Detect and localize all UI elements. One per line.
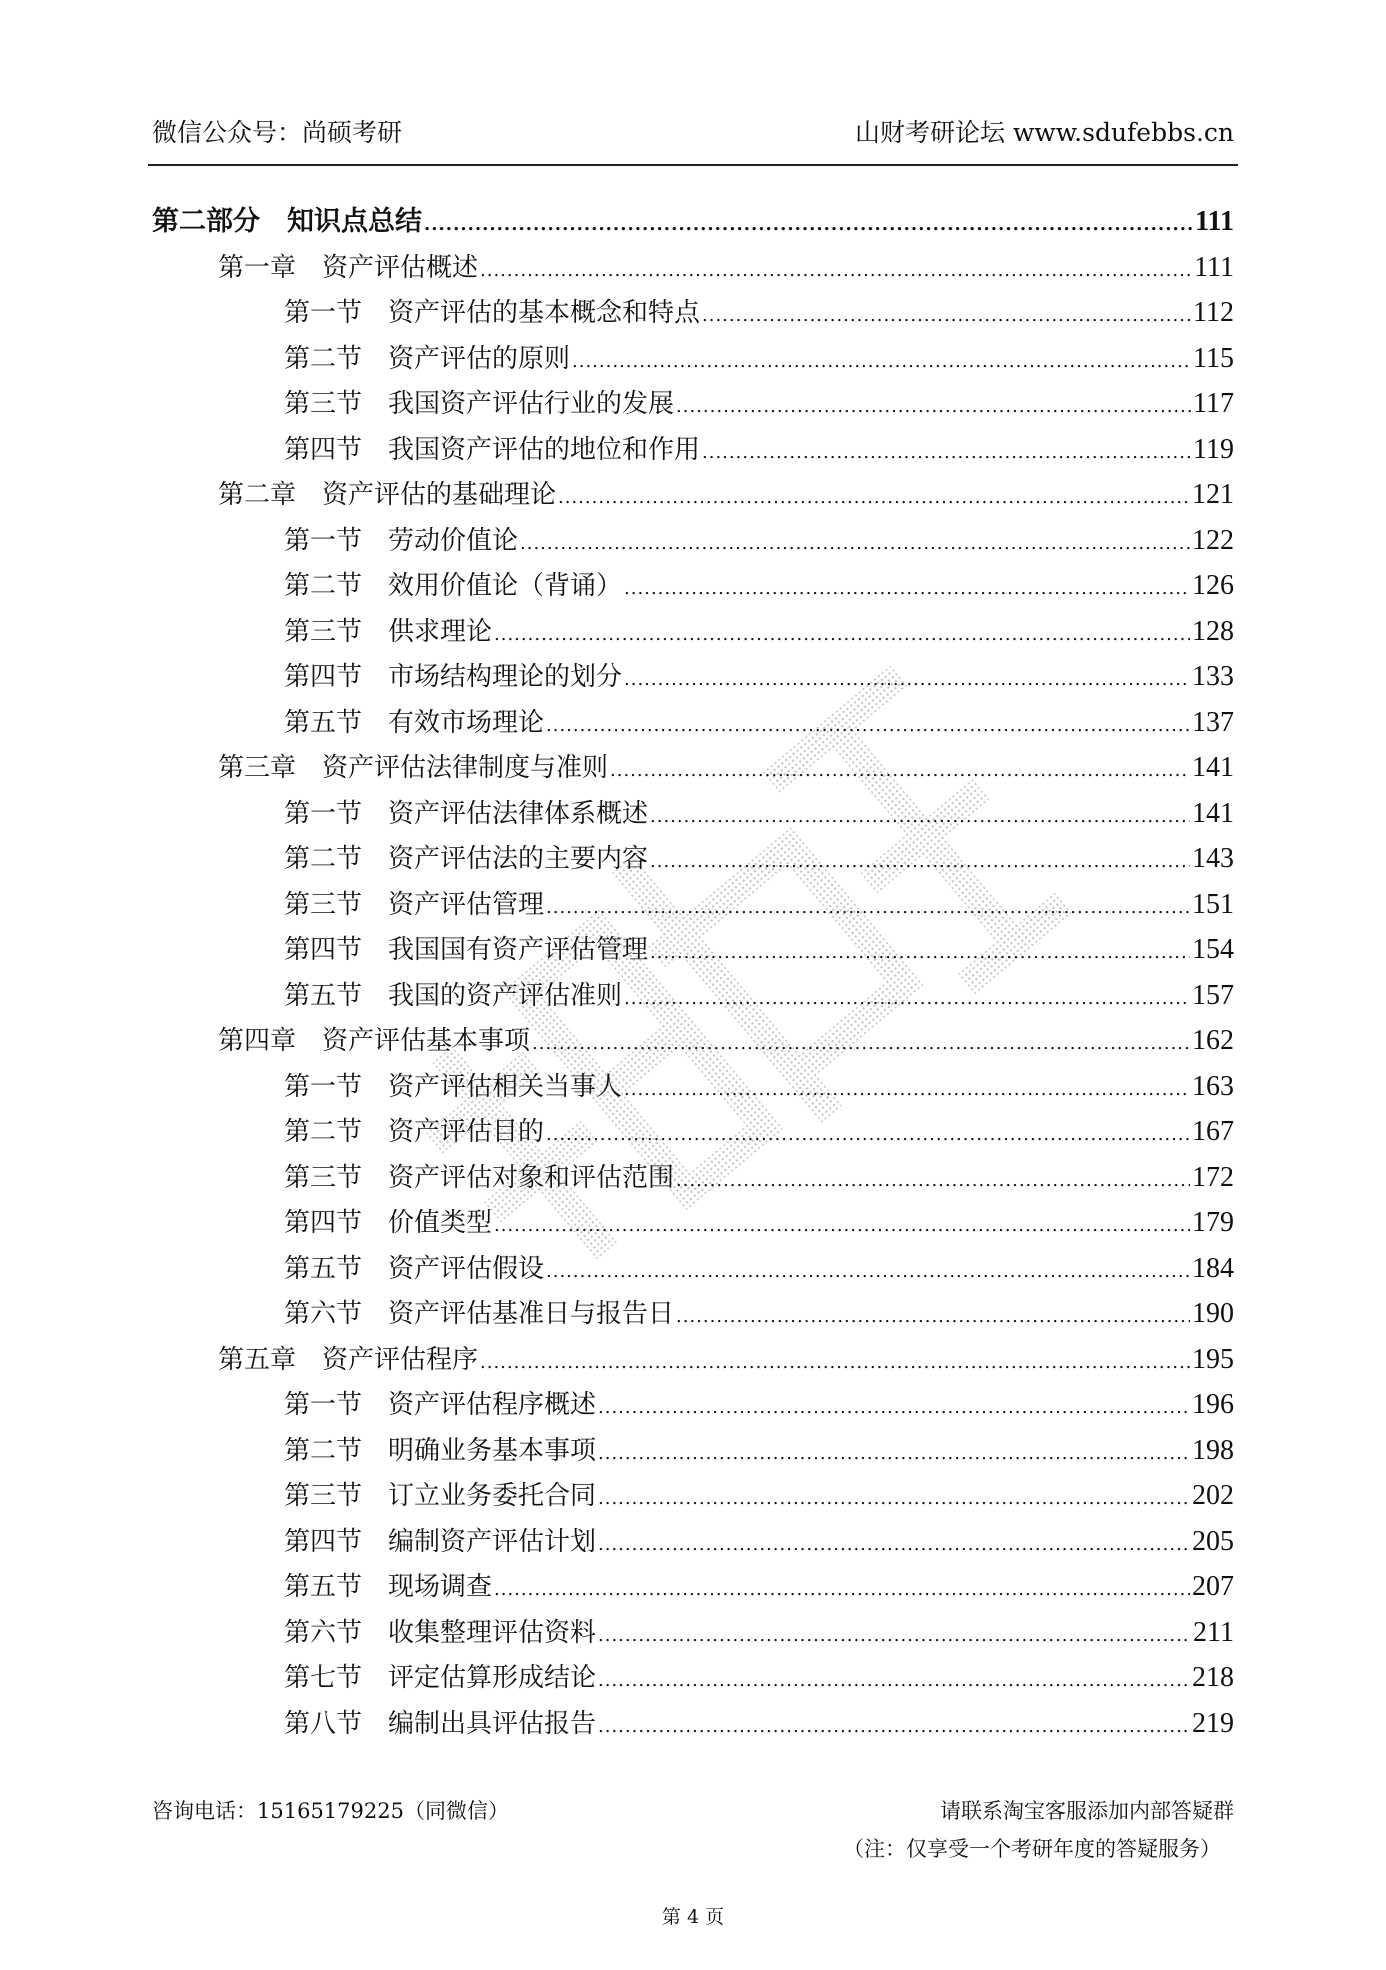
toc-entry-section[interactable] (152, 1387, 1234, 1433)
toc-entry-section[interactable] (152, 1160, 1234, 1206)
toc-entry-section[interactable] (152, 1433, 1234, 1479)
toc-entry-title: 第四章 资产评估基本事项 (218, 1026, 531, 1056)
toc-entry-title: 第四节 市场结构理论的划分 (284, 662, 623, 692)
toc-dot-leader (424, 207, 1193, 243)
toc-entry-part[interactable] (152, 204, 1234, 250)
toc-entry-page-number: 121 (1192, 479, 1234, 510)
toc-dot-leader (624, 571, 1190, 607)
toc-entry-title: 第二章 资产评估的基础理论 (218, 480, 557, 510)
toc-entry-title: 第三节 我国资产评估行业的发展 (284, 389, 675, 419)
toc-entry-page-number: 157 (1192, 979, 1234, 1011)
toc-entry-section[interactable] (152, 1660, 1234, 1706)
toc-dot-leader (676, 1163, 1190, 1199)
toc-entry-title: 第三章 资产评估法律制度与准则 (218, 753, 609, 783)
toc-entry-title: 第八节 编制出具评估报告 (284, 1708, 597, 1739)
toc-entry-section[interactable] (152, 1205, 1234, 1251)
toc-dot-leader (546, 890, 1190, 926)
toc-entry-title: 第三节 资产评估对象和评估范围 (284, 1162, 675, 1193)
toc-entry-chapter[interactable] (152, 1342, 1234, 1388)
toc-entry-page-number: 117 (1193, 388, 1234, 419)
toc-entry-section[interactable] (152, 705, 1234, 751)
toc-entry-section[interactable] (152, 659, 1234, 705)
toc-dot-leader (676, 389, 1191, 425)
toc-entry-title: 第二部分 知识点总结 (152, 206, 422, 237)
toc-entry-page-number: 196 (1192, 1389, 1234, 1420)
toc-entry-page-number: 205 (1192, 1525, 1234, 1557)
toc-entry-page-number: 112 (1193, 297, 1234, 328)
toc-dot-leader (702, 298, 1191, 334)
toc-dot-leader (494, 617, 1190, 653)
toc-entry-page-number: 141 (1192, 797, 1234, 829)
toc-entry-title: 第五章 资产评估程序 (218, 1344, 479, 1375)
toc-entry-page-number: 126 (1192, 570, 1234, 601)
toc-entry-section[interactable] (152, 295, 1234, 341)
toc-entry-chapter[interactable] (152, 477, 1234, 523)
toc-entry-title: 第一节 资产评估的基本概念和特点 (284, 298, 701, 328)
toc-dot-leader (494, 1572, 1190, 1608)
toc-entry-title: 第六节 资产评估基准日与报告日 (284, 1299, 675, 1329)
toc-dot-leader (676, 1299, 1190, 1335)
toc-dot-leader (598, 1663, 1190, 1699)
table-of-contents (152, 204, 1234, 1751)
toc-entry-title: 第六节 收集整理评估资料 (284, 1617, 597, 1648)
toc-entry-title: 第四节 我国资产评估的地位和作用 (284, 434, 701, 465)
toc-entry-section[interactable] (152, 978, 1234, 1024)
toc-entry-section[interactable] (152, 1706, 1234, 1752)
header-forum-link[interactable]: 山财考研论坛 www.sdufebbs.cn (855, 118, 1234, 147)
toc-dot-leader (480, 253, 1192, 289)
toc-entry-section[interactable] (152, 1069, 1234, 1115)
toc-entry-page-number: 111 (1195, 206, 1234, 237)
toc-entry-page-number: 184 (1192, 1252, 1234, 1284)
toc-entry-page-number: 143 (1192, 843, 1234, 874)
toc-entry-page-number: 154 (1192, 934, 1234, 965)
toc-entry-page-number: 151 (1192, 888, 1234, 920)
toc-entry-title: 第一节 劳动价值论 (284, 525, 519, 556)
toc-entry-section[interactable] (152, 796, 1234, 842)
toc-entry-title: 第五节 我国的资产评估准则 (284, 980, 623, 1011)
toc-entry-section[interactable] (152, 1251, 1234, 1297)
toc-dot-leader (546, 1254, 1190, 1290)
toc-entry-title: 第一章 资产评估概述 (218, 252, 479, 283)
toc-entry-section[interactable] (152, 523, 1234, 569)
toc-entry-title: 第五节 现场调查 (284, 1572, 493, 1602)
toc-dot-leader (624, 1072, 1190, 1108)
toc-entry-page-number: 111 (1194, 251, 1234, 283)
toc-entry-title: 第二节 资产评估法的主要内容 (284, 844, 649, 874)
toc-dot-leader (558, 480, 1190, 516)
toc-dot-leader (494, 1208, 1190, 1244)
toc-entry-page-number: 137 (1192, 706, 1234, 738)
toc-entry-page-number: 163 (1192, 1070, 1234, 1102)
toc-entry-title: 第二节 资产评估目的 (284, 1117, 545, 1147)
toc-dot-leader (572, 344, 1191, 380)
toc-entry-section[interactable] (152, 1524, 1234, 1570)
toc-dot-leader (598, 1436, 1190, 1472)
toc-entry-section[interactable] (152, 568, 1234, 614)
toc-entry-title: 第一节 资产评估程序概述 (284, 1390, 597, 1420)
toc-entry-section[interactable] (152, 614, 1234, 660)
toc-entry-section[interactable] (152, 1114, 1234, 1160)
footer-contact: 请联系淘宝客服添加内部答疑群 (940, 1799, 1234, 1823)
toc-entry-page-number: 172 (1192, 1161, 1234, 1193)
toc-entry-title: 第一节 资产评估相关当事人 (284, 1071, 623, 1102)
toc-entry-section[interactable] (152, 841, 1234, 887)
toc-entry-section[interactable] (152, 341, 1234, 387)
toc-dot-leader (598, 1527, 1190, 1563)
toc-entry-title: 第二节 效用价值论（背诵） (284, 571, 623, 601)
toc-dot-leader (650, 844, 1190, 880)
toc-entry-section[interactable] (152, 1478, 1234, 1524)
header-wechat-account: 微信公众号：尚硕考研 (152, 118, 403, 147)
toc-entry-title: 第四节 编制资产评估计划 (284, 1526, 597, 1557)
toc-entry-page-number: 122 (1192, 524, 1234, 556)
toc-entry-page-number: 211 (1193, 1616, 1234, 1648)
toc-entry-page-number: 167 (1192, 1116, 1234, 1147)
toc-entry-page-number: 195 (1192, 1343, 1234, 1375)
toc-dot-leader (702, 435, 1191, 471)
page-number: 第 4 页 (661, 1906, 725, 1928)
toc-entry-title: 第三节 资产评估管理 (284, 889, 545, 920)
toc-dot-leader (546, 708, 1190, 744)
toc-entry-title: 第三节 供求理论 (284, 616, 493, 647)
toc-entry-page-number: 179 (1192, 1207, 1234, 1238)
toc-dot-leader (624, 981, 1190, 1017)
toc-entry-title: 第三节 订立业务委托合同 (284, 1481, 597, 1511)
toc-dot-leader (546, 1117, 1190, 1153)
toc-dot-leader (610, 753, 1190, 789)
toc-dot-leader (598, 1618, 1191, 1654)
toc-entry-page-number: 218 (1192, 1662, 1234, 1693)
toc-dot-leader (598, 1390, 1190, 1426)
toc-dot-leader (598, 1709, 1190, 1745)
toc-entry-title: 第四节 我国国有资产评估管理 (284, 935, 649, 965)
toc-entry-title: 第一节 资产评估法律体系概述 (284, 798, 649, 829)
toc-entry-title: 第五节 有效市场理论 (284, 707, 545, 738)
toc-entry-section[interactable] (152, 386, 1234, 432)
footer-note: （注：仅享受一个考研年度的答疑服务） (843, 1837, 1221, 1861)
toc-entry-page-number: 115 (1193, 342, 1234, 374)
toc-dot-leader (532, 1026, 1190, 1062)
toc-entry-chapter[interactable] (152, 1023, 1234, 1069)
toc-dot-leader (624, 662, 1190, 698)
toc-dot-leader (650, 799, 1190, 835)
toc-entry-title: 第七节 评定估算形成结论 (284, 1663, 597, 1693)
toc-entry-title: 第五节 资产评估假设 (284, 1253, 545, 1284)
toc-entry-page-number: 190 (1192, 1298, 1234, 1329)
toc-entry-title: 第四节 价值类型 (284, 1208, 493, 1238)
header-divider (148, 164, 1238, 166)
toc-entry-chapter[interactable] (152, 250, 1234, 296)
toc-entry-section[interactable] (152, 1569, 1234, 1615)
toc-entry-page-number: 219 (1192, 1707, 1234, 1739)
toc-entry-section[interactable] (152, 1615, 1234, 1661)
toc-entry-page-number: 128 (1192, 615, 1234, 647)
toc-entry-page-number: 207 (1192, 1571, 1234, 1602)
toc-dot-leader (598, 1481, 1190, 1517)
toc-entry-section[interactable] (152, 432, 1234, 478)
toc-entry-title: 第二节 资产评估的原则 (284, 343, 571, 374)
toc-dot-leader (480, 1345, 1190, 1381)
toc-entry-chapter[interactable] (152, 750, 1234, 796)
toc-dot-leader (520, 526, 1190, 562)
toc-entry-title: 第二节 明确业务基本事项 (284, 1435, 597, 1466)
toc-dot-leader (650, 935, 1190, 971)
toc-entry-page-number: 162 (1192, 1025, 1234, 1056)
toc-entry-page-number: 133 (1192, 661, 1234, 692)
toc-entry-section[interactable] (152, 932, 1234, 978)
toc-entry-section[interactable] (152, 887, 1234, 933)
toc-entry-page-number: 119 (1193, 433, 1234, 465)
toc-entry-page-number: 141 (1192, 752, 1234, 783)
toc-entry-page-number: 202 (1192, 1480, 1234, 1511)
footer-phone: 咨询电话：15165179225（同微信） (152, 1799, 509, 1823)
toc-entry-page-number: 198 (1192, 1434, 1234, 1466)
toc-entry-section[interactable] (152, 1296, 1234, 1342)
